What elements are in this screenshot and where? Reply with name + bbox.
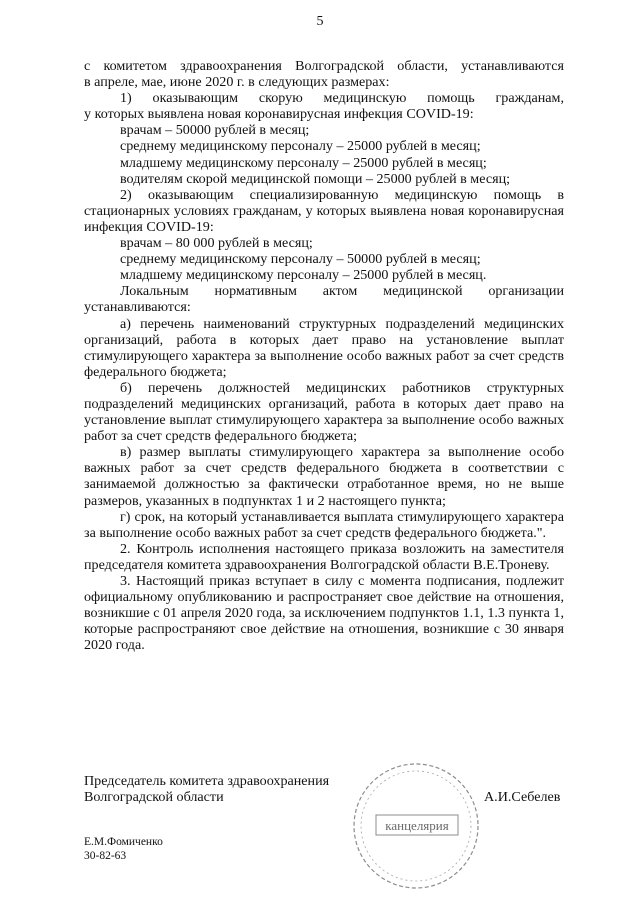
paragraph-sub-c: в) размер выплаты стимулирующего характера за выполнение особо важных работ за счет средств федерального бюджета в соответствии с занимаемой должностью за фактически отработанное время, но не выше размеров, указанных в подпунктах 1 и 2 настоящего пункта; xyxy=(84,444,564,509)
paragraph-item-1-cont: у которых выявлена новая коронавирусная инфекция COVID-19: xyxy=(84,106,474,123)
stamp-text: канцелярия xyxy=(385,818,449,833)
paragraph-point-3: 3. Настоящий приказ вступает в силу с момента подписания, подлежит официальному опубликованию и распространяет свое действие на отношения, возникшие с 01 апреля 2020 года, за исключением подпунктов 1.1, 1.3 пункта 1, которые распространяют свое действие на отношения, возникшие с 30 января 2020 года. xyxy=(84,573,564,654)
paragraph-sub-d: г) срок, на который устанавливается выплата стимулирующего характера за выполнение особо важных работ за счет средств федерального бюджета.". xyxy=(84,508,564,541)
paragraph-rate-junior-1: младшему медицинскому персоналу – 25000 рублей в месяц; xyxy=(120,154,487,171)
office-stamp xyxy=(350,750,480,900)
paragraph-intro-line2: в апреле, мае, июне 2020 г. в следующих размерах: xyxy=(84,74,390,91)
paragraph-point-2: 2. Контроль исполнения настоящего приказа возложить на заместителя председателя комитета здравоохранения Волгоградской области В.Е.Троневу. xyxy=(84,540,564,573)
signatory-title-line1: Председатель комитета здравоохранения xyxy=(84,773,330,789)
paragraph-rate-doctors-1: врачам – 50000 рублей в месяц; xyxy=(120,122,310,139)
signatory-name: А.И.Себелев xyxy=(484,789,561,805)
paragraph-item-1: 1) оказывающим скорую медицинскую помощь гражданам, xyxy=(120,90,564,107)
signatory-title-line2: Волгоградской области xyxy=(84,789,224,805)
paragraph-rate-nurses-1: среднему медицинскому персоналу – 25000 рублей в месяц; xyxy=(120,138,481,155)
executor-phone: 30-82-63 xyxy=(84,849,127,862)
executor-block xyxy=(84,836,163,863)
paragraph-intro-line1: с комитетом здравоохранения Волгоградской области, устанавливаются xyxy=(84,58,564,74)
executor-name: Е.М.Фомиченко xyxy=(84,836,163,848)
paragraph-rate-nurses-2: среднему медицинскому персоналу – 50000 рублей в месяц; xyxy=(120,251,481,268)
page-number: 5 xyxy=(316,14,324,29)
paragraph-local-act: Локальным нормативным актом медицинской организации устанавливаются: xyxy=(84,283,564,316)
paragraph-sub-a: а) перечень наименований структурных подразделений медицинских организаций, работа в которых дает право на установление выплат стимулирующего характера за выполнение особо важных работ за счет средств федерального бюджета; xyxy=(84,315,564,380)
document-body xyxy=(84,58,564,653)
paragraph-rate-drivers: водителям скорой медицинской помощи – 25000 рублей в месяц; xyxy=(120,170,511,187)
signatory-title xyxy=(84,773,329,805)
paragraph-rate-doctors-2: врачам – 80 000 рублей в месяц; xyxy=(120,235,313,252)
paragraph-item-2: 2) оказывающим специализированную медицинскую помощь в стационарных условиях гражданам, у которых выявлена новая коронавирусная инфекция COVID-19: xyxy=(84,186,564,235)
paragraph-sub-b: б) перечень должностей медицинских работников структурных подразделений медицинских организаций, работа в которых дает право на установление выплат стимулирующего характера за выполнение особо важных работ за счет средств федерального бюджета; xyxy=(84,379,564,445)
paragraph-rate-junior-2: младшему медицинскому персоналу – 25000 рублей в месяц. xyxy=(120,267,487,284)
